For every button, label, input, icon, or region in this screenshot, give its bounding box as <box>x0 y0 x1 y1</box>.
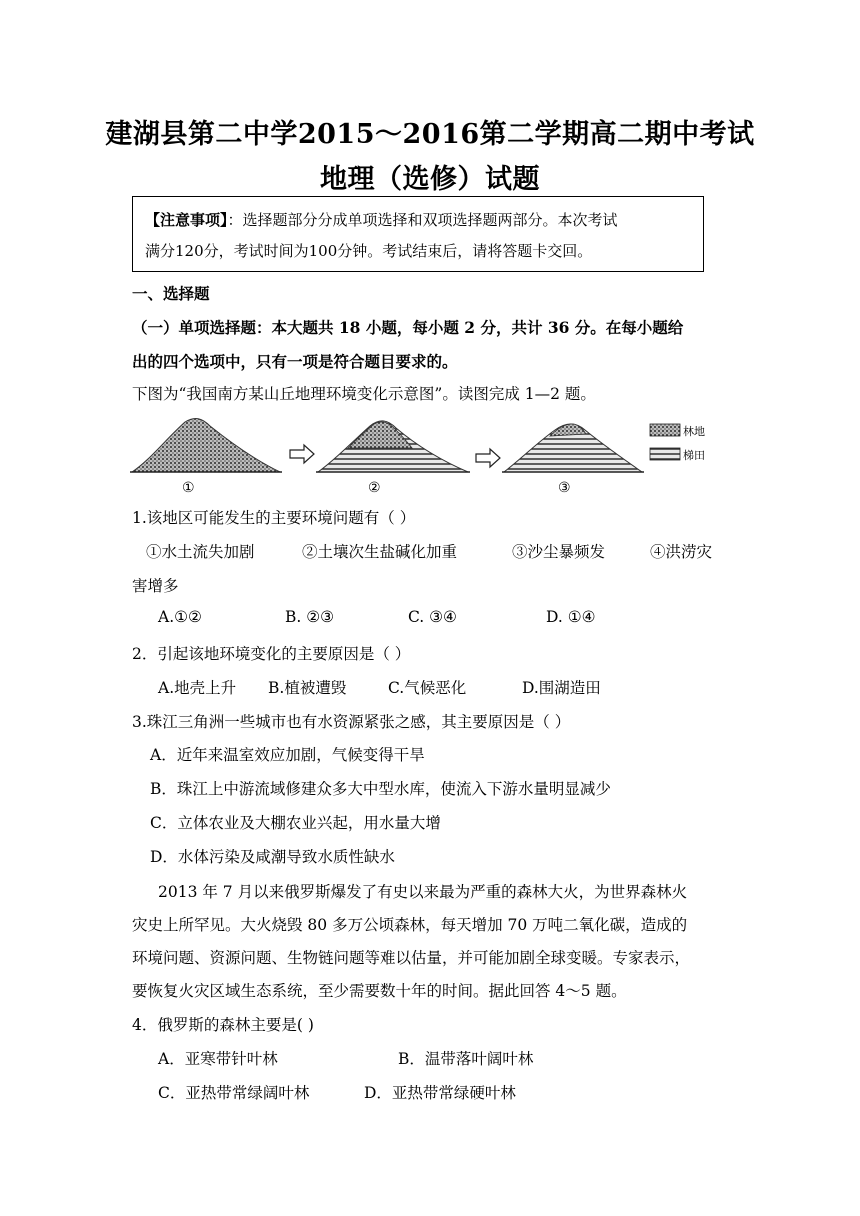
q2-option-b: B.植被遭毁 <box>268 679 347 697</box>
q2-option-a: A.地壳上升 <box>158 679 237 697</box>
legend-forest-label: 林地 <box>683 425 705 438</box>
q1-option-a: A.①② <box>158 608 202 626</box>
q4-option-b: B．温带落叶阔叶林 <box>398 1050 534 1068</box>
notice-line-2: 满分120分，考试时间为100分钟。考试结束后，请将答题卡交回。 <box>145 242 593 260</box>
exam-subtitle: 地理（选修）试题 <box>320 164 540 195</box>
passage-line-4: 要恢复火灾区域生态系统，至少需要数十年的时间。据此回答 4～5 题。 <box>132 982 627 1000</box>
q1-item-1: ①水土流失加剧 <box>146 543 255 561</box>
label-3: ③ <box>558 480 571 496</box>
q1-item-3: ③沙尘暴频发 <box>512 543 606 561</box>
notice-box <box>132 196 704 272</box>
q2-stem: 2．引起该地环境变化的主要原因是（ ） <box>132 645 411 663</box>
q1-item-2: ②土壤次生盐碱化加重 <box>302 543 458 561</box>
passage-line-2: 灾史上所罕见。大火烧毁 80 多万公顷森林，每天增加 70 万吨二氧化碳，造成的 <box>132 916 688 934</box>
q1-option-c: C. ③④ <box>408 608 457 626</box>
notice-line-1 <box>145 205 691 236</box>
arrow-1 <box>290 445 314 463</box>
q4-option-c: C．亚热带常绿阔叶林 <box>158 1084 310 1102</box>
q4-option-d: D．亚热带常绿硬叶林 <box>364 1084 516 1102</box>
q4-stem: 4．俄罗斯的森林主要是( ) <box>132 1016 314 1034</box>
legend-terrace-label: 梯田 <box>683 449 705 462</box>
q1-option-d: D. ①④ <box>546 608 596 626</box>
part1-instruction-1: （一）单项选择题：本大题共 18 小题，每小题 2 分，共计 36 分。在每小题给 <box>132 318 684 337</box>
label-1: ① <box>182 480 195 496</box>
passage-line-1: 2013 年 7 月以来俄罗斯爆发了有史以来最为严重的森林大火，为世界森林火 <box>158 883 688 901</box>
q3-option-b: B．珠江上中游流域修建众多大中型水库，使流入下游水量明显减少 <box>150 780 611 798</box>
q3-option-c: C．立体农业及大棚农业兴起，用水量大增 <box>150 814 441 832</box>
q3-option-d: D．水体污染及咸潮导致水质性缺水 <box>150 848 395 866</box>
q1-option-b: B. ②③ <box>285 608 335 626</box>
q1-item-4: ④洪涝灾 <box>650 543 713 561</box>
q4-option-a: A．亚寒带针叶林 <box>158 1050 278 1068</box>
q1-stem: 1.该地区可能发生的主要环境问题有（ ） <box>132 509 416 527</box>
q2-option-c: C.气候恶化 <box>388 679 467 697</box>
q3-stem: 3.珠江三角洲一些城市也有水资源紧张之感，其主要原因是（ ） <box>132 713 571 731</box>
figure-intro: 下图为“我国南方某山丘地理环境变化示意图”。读图完成 1—2 题。 <box>132 385 596 403</box>
q2-option-d: D.围湖造田 <box>522 679 601 697</box>
passage-line-3: 环境问题、资源问题、生物链问题等难以估量，并可能加剧全球变暖。专家表示， <box>132 949 691 967</box>
hill-change-figure <box>130 410 720 500</box>
notice-text-1: ：选择题部分分成单项选择和双项选择题两部分。本次考试 <box>227 211 618 229</box>
q1-item-4-wrap: 害增多 <box>132 577 179 595</box>
part1-instruction-2: 出的四个选项中，只有一项是符合题目要求的。 <box>132 352 458 371</box>
legend-forest-swatch <box>650 424 680 436</box>
arrow-2 <box>476 449 500 467</box>
q3-option-a: A．近年来温室效应加剧，气候变得干旱 <box>150 746 425 764</box>
notice-label: 【注意事项】 <box>145 211 228 229</box>
exam-title: 建湖县第二中学2015～2016第二学期高二期中考试 <box>105 119 755 150</box>
legend-terrace-swatch <box>650 448 680 460</box>
hill-1-forest <box>132 419 280 472</box>
section-heading: 一、选择题 <box>132 284 210 303</box>
label-2: ② <box>368 480 381 496</box>
